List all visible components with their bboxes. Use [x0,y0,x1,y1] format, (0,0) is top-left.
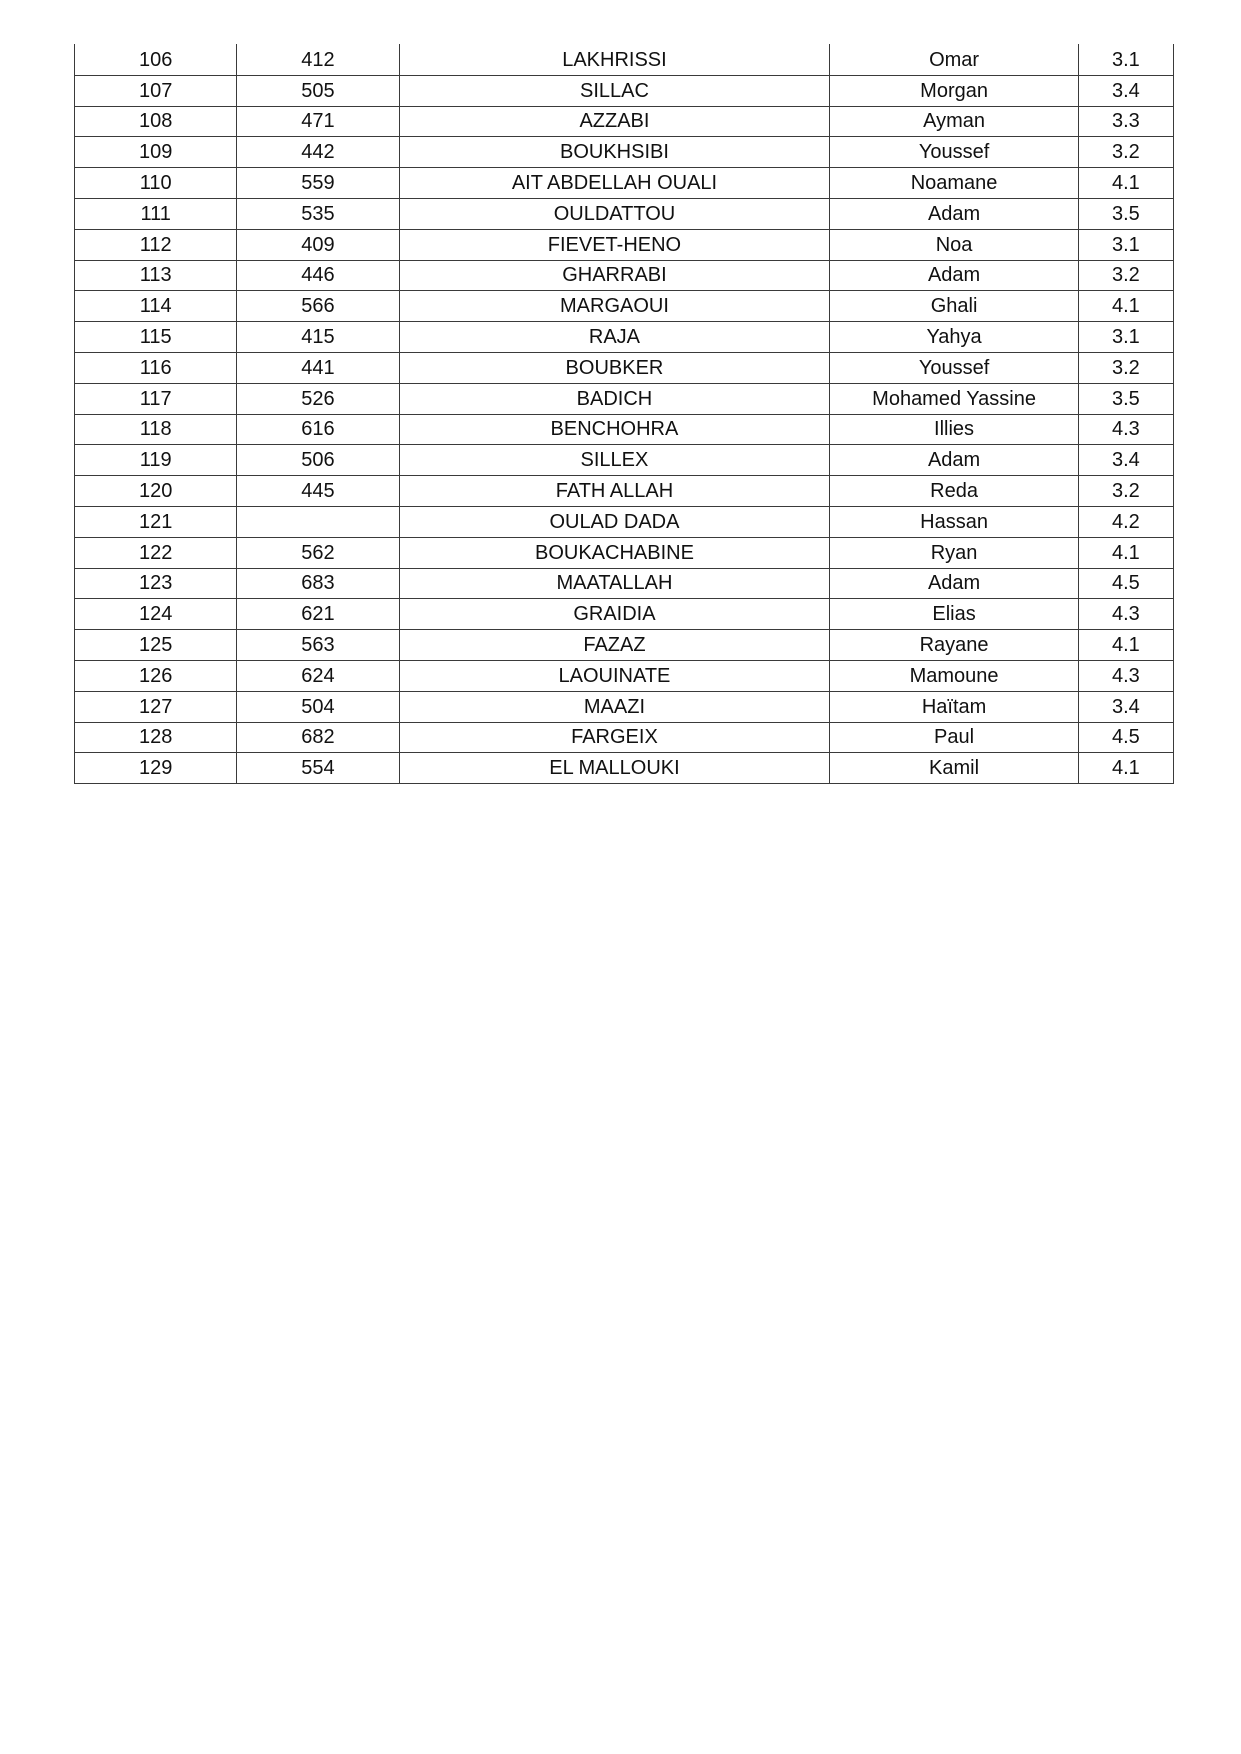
row-number-cell: 126 [75,660,237,691]
table-row [75,260,1174,291]
level-cell: 3.4 [1078,691,1173,722]
last-name-cell: BOUKHSIBI [399,137,830,168]
code-cell: 445 [237,476,399,507]
level-cell: 3.1 [1078,322,1173,353]
last-name-cell: EL MALLOUKI [399,753,830,784]
row-number-cell: 111 [75,198,237,229]
first-name-cell: Youssef [830,137,1078,168]
table-row [75,137,1174,168]
table-row [75,476,1174,507]
table-row [75,599,1174,630]
first-name-cell: Adam [830,198,1078,229]
first-name-cell: Youssef [830,352,1078,383]
last-name-cell: BOUKACHABINE [399,537,830,568]
level-cell: 3.1 [1078,45,1173,76]
last-name-cell: FARGEIX [399,722,830,753]
level-cell: 3.5 [1078,383,1173,414]
first-name-cell: Haïtam [830,691,1078,722]
row-number-cell: 122 [75,537,237,568]
first-name-cell: Ayman [830,106,1078,137]
row-number-cell: 112 [75,229,237,260]
last-name-cell: AIT ABDELLAH OUALI [399,168,830,199]
last-name-cell: FAZAZ [399,630,830,661]
code-cell: 506 [237,445,399,476]
level-cell: 4.1 [1078,753,1173,784]
first-name-cell: Omar [830,45,1078,76]
level-cell: 3.2 [1078,476,1173,507]
last-name-cell: MAAZI [399,691,830,722]
last-name-cell: BADICH [399,383,830,414]
level-cell: 4.1 [1078,291,1173,322]
level-cell: 4.1 [1078,537,1173,568]
code-cell: 683 [237,568,399,599]
last-name-cell: BENCHOHRA [399,414,830,445]
first-name-cell: Adam [830,568,1078,599]
table-row [75,291,1174,322]
student-table [74,44,1174,784]
level-cell: 3.5 [1078,198,1173,229]
code-cell: 562 [237,537,399,568]
code-cell: 446 [237,260,399,291]
code-cell: 566 [237,291,399,322]
level-cell: 4.1 [1078,168,1173,199]
level-cell: 4.5 [1078,722,1173,753]
last-name-cell: LAOUINATE [399,660,830,691]
last-name-cell: MARGAOUI [399,291,830,322]
table-row [75,198,1174,229]
level-cell: 4.2 [1078,506,1173,537]
code-cell: 624 [237,660,399,691]
table-row [75,352,1174,383]
first-name-cell: Mamoune [830,660,1078,691]
last-name-cell: AZZABI [399,106,830,137]
first-name-cell: Noamane [830,168,1078,199]
first-name-cell: Adam [830,260,1078,291]
code-cell: 412 [237,45,399,76]
table-row [75,383,1174,414]
code-cell: 563 [237,630,399,661]
first-name-cell: Morgan [830,75,1078,106]
row-number-cell: 127 [75,691,237,722]
level-cell: 4.3 [1078,414,1173,445]
row-number-cell: 114 [75,291,237,322]
level-cell: 3.2 [1078,352,1173,383]
row-number-cell: 121 [75,506,237,537]
level-cell: 3.4 [1078,445,1173,476]
level-cell: 4.3 [1078,660,1173,691]
row-number-cell: 113 [75,260,237,291]
code-cell: 504 [237,691,399,722]
level-cell: 3.2 [1078,260,1173,291]
code-cell: 526 [237,383,399,414]
last-name-cell: MAATALLAH [399,568,830,599]
last-name-cell: RAJA [399,322,830,353]
level-cell: 3.4 [1078,75,1173,106]
table-row [75,568,1174,599]
row-number-cell: 106 [75,45,237,76]
last-name-cell: OULDATTOU [399,198,830,229]
first-name-cell: Yahya [830,322,1078,353]
level-cell: 3.3 [1078,106,1173,137]
table-row [75,168,1174,199]
last-name-cell: OULAD DADA [399,506,830,537]
last-name-cell: BOUBKER [399,352,830,383]
level-cell: 3.1 [1078,229,1173,260]
row-number-cell: 125 [75,630,237,661]
table-row [75,630,1174,661]
table-row [75,445,1174,476]
first-name-cell: Reda [830,476,1078,507]
table-row [75,45,1174,76]
level-cell: 4.5 [1078,568,1173,599]
table-row [75,229,1174,260]
table-row [75,722,1174,753]
level-cell: 4.3 [1078,599,1173,630]
last-name-cell: LAKHRISSI [399,45,830,76]
last-name-cell: GHARRABI [399,260,830,291]
code-cell: 554 [237,753,399,784]
code-cell: 441 [237,352,399,383]
row-number-cell: 119 [75,445,237,476]
level-cell: 3.2 [1078,137,1173,168]
row-number-cell: 123 [75,568,237,599]
last-name-cell: GRAIDIA [399,599,830,630]
first-name-cell: Adam [830,445,1078,476]
row-number-cell: 109 [75,137,237,168]
first-name-cell: Illies [830,414,1078,445]
code-cell: 442 [237,137,399,168]
row-number-cell: 110 [75,168,237,199]
code-cell [237,506,399,537]
code-cell: 409 [237,229,399,260]
first-name-cell: Kamil [830,753,1078,784]
row-number-cell: 118 [75,414,237,445]
code-cell: 471 [237,106,399,137]
row-number-cell: 117 [75,383,237,414]
row-number-cell: 115 [75,322,237,353]
first-name-cell: Ryan [830,537,1078,568]
student-table-body [75,45,1174,784]
table-row [75,537,1174,568]
table-row [75,75,1174,106]
table-row [75,753,1174,784]
first-name-cell: Hassan [830,506,1078,537]
row-number-cell: 129 [75,753,237,784]
row-number-cell: 128 [75,722,237,753]
code-cell: 616 [237,414,399,445]
last-name-cell: FATH ALLAH [399,476,830,507]
table-row [75,322,1174,353]
code-cell: 621 [237,599,399,630]
level-cell: 4.1 [1078,630,1173,661]
code-cell: 682 [237,722,399,753]
row-number-cell: 107 [75,75,237,106]
row-number-cell: 124 [75,599,237,630]
code-cell: 505 [237,75,399,106]
first-name-cell: Mohamed Yassine [830,383,1078,414]
table-row [75,414,1174,445]
row-number-cell: 116 [75,352,237,383]
last-name-cell: FIEVET-HENO [399,229,830,260]
code-cell: 559 [237,168,399,199]
first-name-cell: Elias [830,599,1078,630]
code-cell: 535 [237,198,399,229]
first-name-cell: Ghali [830,291,1078,322]
table-row [75,691,1174,722]
row-number-cell: 108 [75,106,237,137]
last-name-cell: SILLAC [399,75,830,106]
first-name-cell: Noa [830,229,1078,260]
table-row [75,660,1174,691]
first-name-cell: Paul [830,722,1078,753]
code-cell: 415 [237,322,399,353]
table-row [75,506,1174,537]
table-row [75,106,1174,137]
first-name-cell: Rayane [830,630,1078,661]
last-name-cell: SILLEX [399,445,830,476]
row-number-cell: 120 [75,476,237,507]
